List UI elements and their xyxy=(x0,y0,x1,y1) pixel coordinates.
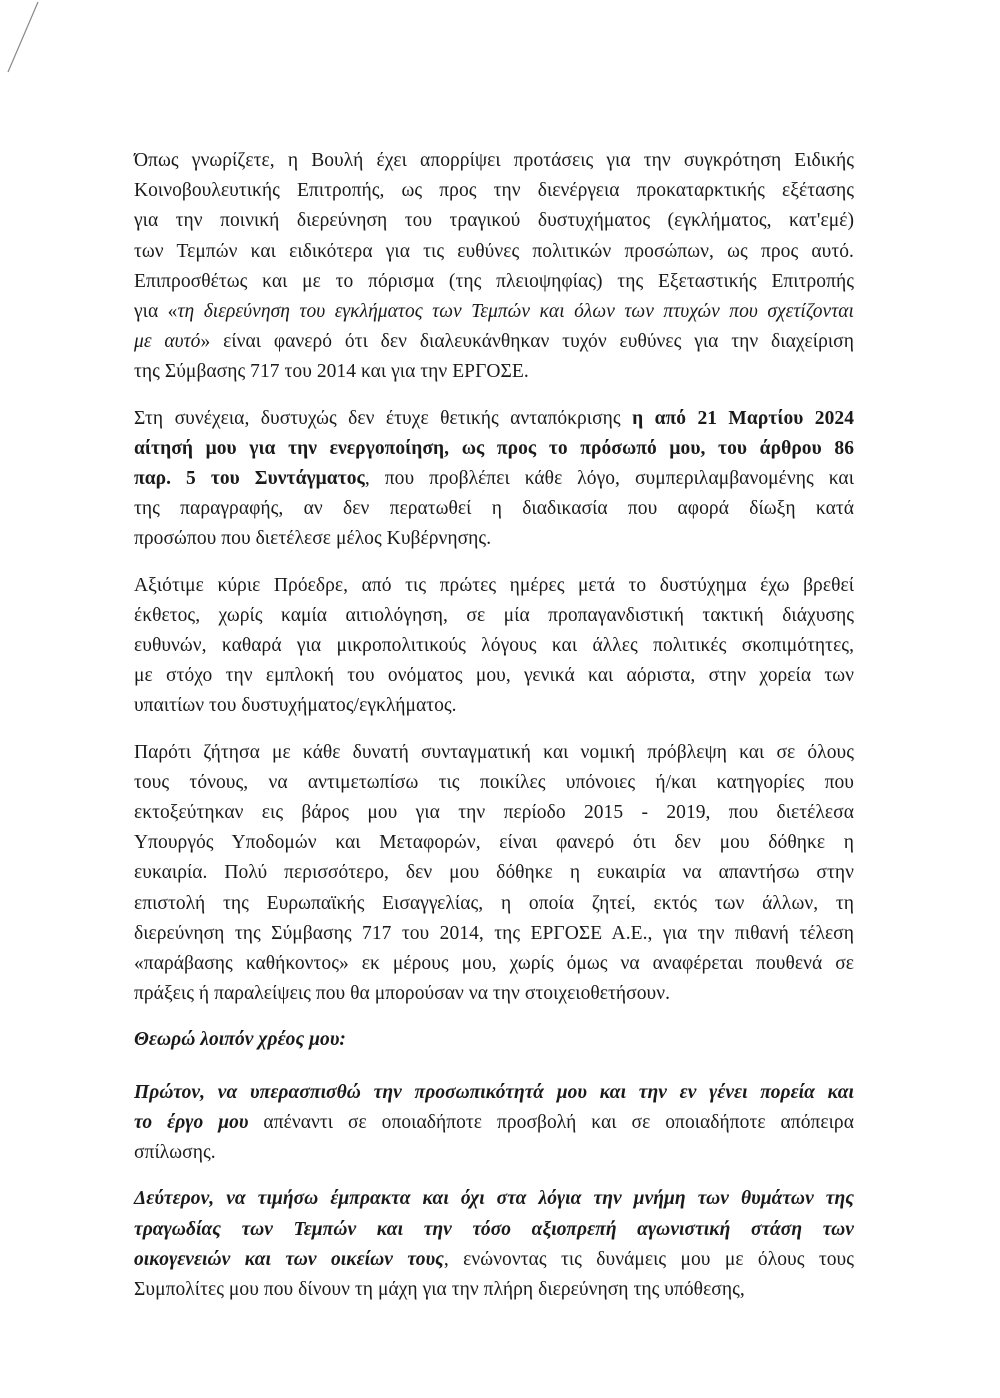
text-line xyxy=(134,494,854,524)
text-run: της παραγραφής, αν δεν περατωθεί η διαδικασία που αφορά δίωξη κατά xyxy=(134,498,854,520)
text-run: των Τεμπών και ειδικότερα για τις ευθύνες πολιτικών προσώπων, ως προς αυτό. xyxy=(134,240,854,262)
text-line xyxy=(134,176,854,206)
text-line xyxy=(134,828,854,858)
text-run: Επιπροσθέτως και με το πόρισμα (της πλειοψηφίας) της Εξεταστικής Επιτροπής xyxy=(134,270,854,292)
text-run: τους τόνους, να αντιμετωπίσω τις ποικίλες υπόνοιες ή/και κατηγορίες που xyxy=(134,771,854,793)
text-run: Πρώτον, να υπερασπισθώ την προσωπικότητά μου και την εν γένει πορεία και xyxy=(134,1081,854,1103)
paragraph xyxy=(134,404,854,555)
text-line xyxy=(134,571,854,601)
text-run: πράξεις ή παραλείψεις που θα μπορούσαν να την στοιχειοθετήσουν. xyxy=(134,983,671,1005)
text-run: απέναντι σε οποιαδήποτε προσβολή και σε οποιαδήποτε απόπειρα xyxy=(248,1111,854,1133)
text-line xyxy=(134,237,854,267)
text-line xyxy=(134,631,854,661)
text-line xyxy=(134,798,854,828)
text-run: σπίλωσης. xyxy=(134,1142,216,1164)
text-line xyxy=(134,661,854,691)
text-run: διερεύνηση της Σύμβασης 717 του 2014, της ΕΡΓΟΣΕ Α.Ε., για την πιθανή τέλεση xyxy=(134,922,854,944)
text-run: Όπως γνωρίζετε, η Βουλή έχει απορρίψει προτάσεις για την συγκρότηση Ειδικής xyxy=(134,150,854,171)
text-line xyxy=(134,979,854,1009)
text-run: το έργο μου xyxy=(134,1111,249,1133)
text-run: , ενώνοντας τις δυνάμεις μου με όλους τους xyxy=(443,1248,855,1270)
text-line xyxy=(134,691,854,721)
text-line xyxy=(134,738,854,768)
text-run: η από 21 Μαρτίου 2024 xyxy=(632,407,854,429)
letter-body xyxy=(134,146,854,1321)
text-run: ευθυνών, καθαρά για μικροπολιτικούς λόγους και άλλες πολιτικές σκοπιμότητες, xyxy=(134,635,854,657)
text-run: Παρότι ζήτησα με κάθε δυνατή συνταγματική και νομική πρόβλεψη και σε όλους xyxy=(134,741,854,763)
text-line xyxy=(134,889,854,919)
text-run: έκθετος, χωρίς καμία αιτιολόγηση, σε μία προπαγανδιστική τακτική διάχυσης xyxy=(134,604,854,626)
text-run: τη διερεύνηση του εγκλήματος των Τεμπών και όλων των πτυχών που σχετίζονται xyxy=(177,301,854,323)
paragraph xyxy=(134,738,854,1010)
text-line xyxy=(134,1108,854,1138)
text-line xyxy=(134,1215,854,1245)
section-heading xyxy=(134,1025,854,1055)
text-line xyxy=(134,768,854,798)
text-line xyxy=(134,858,854,888)
text-line xyxy=(134,267,854,297)
text-run: επιστολή της Ευρωπαϊκής Εισαγγελίας, η οποία ζητεί, εκτός των άλλων, τη xyxy=(134,892,854,914)
text-run: με στόχο την εμπλοκή του ονόματος μου, γενικά και αόριστα, στην χορεία των xyxy=(134,665,854,687)
text-line xyxy=(134,404,854,434)
text-line xyxy=(134,949,854,979)
text-run: Δεύτερον, να τιμήσω έμπρακτα και όχι στα λόγια την μνήμη των θυμάτων της xyxy=(134,1188,854,1210)
text-run: Αξιότιμε κύριε Πρόεδρε, από τις πρώτες ημέρες μετά το δυστύχημα έχω βρεθεί xyxy=(134,574,854,596)
text-line xyxy=(134,297,854,327)
text-run: παρ. 5 του Συντάγματος xyxy=(134,468,365,490)
scan-edge-mark xyxy=(0,0,60,80)
text-line xyxy=(134,1078,854,1108)
paragraph xyxy=(134,1078,854,1169)
text-line xyxy=(134,1025,854,1055)
text-line xyxy=(134,434,854,464)
text-line xyxy=(134,1245,854,1275)
text-run: της Σύμβασης 717 του 2014 και για την ΕΡΓΟΣΕ. xyxy=(134,361,529,383)
text-line xyxy=(134,327,854,357)
paragraph xyxy=(134,1184,854,1305)
text-run: Υπουργός Υποδομών και Μεταφορών, είναι φανερό ότι δεν μου δόθηκε η xyxy=(134,832,854,854)
text-run: «παράβασης καθήκοντος» εκ μέρους μου, χωρίς όμως να αναφέρεται πουθενά σε xyxy=(134,953,854,975)
text-run: για « xyxy=(134,301,178,323)
text-run: με αυτό xyxy=(134,331,201,353)
text-run: Συμπολίτες μου που δίνουν τη μάχη για την πλήρη διερεύνηση της υπόθεσης, xyxy=(134,1278,745,1300)
text-run: υπαιτίων του δυστυχήματος/εγκλήματος. xyxy=(134,695,457,717)
text-line xyxy=(134,1138,854,1168)
text-run: προσώπου που διετέλεσε μέλος Κυβέρνησης. xyxy=(134,528,492,550)
text-line xyxy=(134,601,854,631)
text-line xyxy=(134,146,854,176)
text-line xyxy=(134,1184,854,1214)
text-run: , που προβλέπει κάθε λόγο, συμπεριλαμβανομένης και xyxy=(364,468,854,490)
text-run: » είναι φανερό ότι δεν διαλευκάνθηκαν τυχόν ευθύνες για την διαχείριση xyxy=(200,331,854,353)
text-line xyxy=(134,464,854,494)
text-line xyxy=(134,357,854,387)
text-run: οικογενειών και των οικείων τους xyxy=(134,1248,444,1270)
paragraph xyxy=(134,571,854,722)
text-run: αίτησή μου για την ενεργοποίηση, ως προς το πρόσωπό μου, του άρθρου 86 xyxy=(134,437,854,459)
text-run: Κοινοβουλευτικής Επιτροπής, ως προς την διενέργεια προκαταρκτικής εξέτασης xyxy=(134,180,854,202)
text-line xyxy=(134,1275,854,1305)
text-line xyxy=(134,206,854,236)
text-run: ευκαιρία. Πολύ περισσότερο, δεν μου δόθηκε η ευκαιρία να απαντήσω στην xyxy=(134,862,854,884)
text-run: τραγωδίας των Τεμπών και την τόσο αξιοπρεπή αγωνιστική στάση των xyxy=(134,1218,854,1240)
text-line xyxy=(134,919,854,949)
text-run: Θεωρώ λοιπόν χρέος μου: xyxy=(134,1029,346,1051)
text-run: Στη συνέχεια, δυστυχώς δεν έτυχε θετικής ανταπόκρισης xyxy=(134,407,633,429)
text-run: εκτοξεύτηκαν εις βάρος μου για την περίοδο 2015 - 2019, που διετέλεσα xyxy=(134,802,854,824)
text-run: για την ποινική διερεύνηση του τραγικού δυστυχήματος (εγκλήματος, κατ'εμέ) xyxy=(134,210,854,232)
paragraph xyxy=(134,146,854,388)
text-line xyxy=(134,524,854,554)
